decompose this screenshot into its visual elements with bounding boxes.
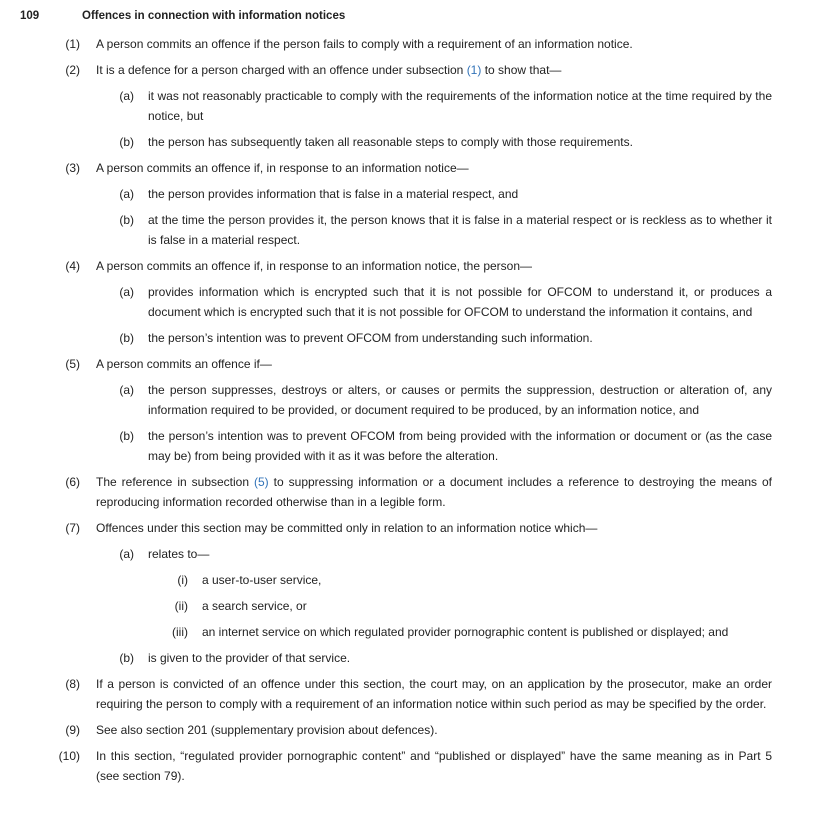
provision-text: the person provides information that is false in a material respect, and — [148, 187, 519, 201]
provision-text: the person’s intention was to prevent OFCOM from understanding such information. — [148, 331, 593, 345]
provision-22-10 — [0, 746, 772, 786]
provision-text: In this section, “regulated provider pornographic content” and “published or displayed” have the same meaning as in Part 5 (see section 79). — [96, 749, 772, 783]
provision-label: (8) — [65, 677, 80, 691]
provision-13-6 — [0, 472, 772, 512]
section-number: 109 — [20, 10, 40, 22]
provision-text: a user-to-user service, — [202, 573, 322, 587]
provision-text: provides information which is encrypted such that it is not possible for OFCOM to understand it, or produces a document which is encrypted such that it is not possible for OFCOM to understand the information it contains, and — [148, 285, 772, 319]
provision-label: (ii) — [174, 599, 188, 613]
provisions-list — [0, 34, 820, 786]
provision-label: (9) — [65, 723, 80, 737]
provision-16-i — [0, 570, 772, 590]
provision-7-4 — [0, 256, 772, 276]
provision-text: If a person is convicted of an offence under this section, the court may, on an application by the prosecutor, make an order requiring the person to comply with a requirement of an information notice within such period as may be specified by the order. — [96, 677, 772, 711]
provision-label: (3) — [65, 161, 80, 175]
provision-5-a — [0, 184, 772, 204]
provision-label: (10) — [58, 749, 80, 763]
provision-label: (b) — [119, 651, 134, 665]
provision-label: (iii) — [172, 625, 188, 639]
provision-text: A person commits an offence if, in response to an information notice— — [96, 161, 469, 175]
provision-label: (a) — [119, 89, 134, 103]
provision-text: It is a defence for a person charged with an offence under subsection (1) to show that— — [96, 63, 562, 77]
provision-text: the person’s intention was to prevent OFCOM from being provided with the information or document or (as the case may be) from being provided with it as it was before the alteration. — [148, 429, 772, 463]
provision-9-b — [0, 328, 772, 348]
provision-3-b — [0, 132, 772, 152]
provision-label: (a) — [119, 285, 134, 299]
section-heading: Offences in connection with information notices — [82, 10, 346, 22]
provision-text: at the time the person provides it, the person knows that it is false in a material respect or is reckless as to whether it is false in a material respect. — [148, 213, 772, 247]
provision-label: (i) — [177, 573, 188, 587]
provision-18-iii — [0, 622, 772, 642]
provision-text: The reference in subsection (5) to suppressing information or a document includes a reference to destroying the means of reproducing information recorded otherwise than in a legible form. — [96, 475, 772, 509]
provision-text: the person has subsequently taken all reasonable steps to comply with those requirements. — [148, 135, 633, 149]
provision-label: (a) — [119, 383, 134, 397]
provision-text: an internet service on which regulated provider pornographic content is published or displayed; and — [202, 625, 729, 639]
provision-text: the person suppresses, destroys or alters, or causes or permits the suppression, destruction or alteration of, any information required to be provided, or document required to be produced, by an information notice, and — [148, 383, 772, 417]
provision-text: a search service, or — [202, 599, 307, 613]
provision-11-a — [0, 380, 772, 420]
provision-label: (b) — [119, 429, 134, 443]
subsection-xref-link[interactable]: (1) — [466, 63, 482, 77]
provision-15-a — [0, 544, 772, 564]
provision-2-a — [0, 86, 772, 126]
provision-0-1 — [0, 34, 772, 54]
provision-label: (1) — [65, 37, 80, 51]
provision-21-9 — [0, 720, 772, 740]
subsection-xref-link[interactable]: (5) — [254, 475, 269, 489]
provision-4-3 — [0, 158, 772, 178]
provision-14-7 — [0, 518, 772, 538]
provision-text: relates to— — [148, 547, 210, 561]
provision-text: See also section 201 (supplementary provision about defences). — [96, 723, 438, 737]
provision-label: (b) — [119, 213, 134, 227]
provision-text: A person commits an offence if— — [96, 357, 272, 371]
provision-6-b — [0, 210, 772, 250]
provision-8-a — [0, 282, 772, 322]
provision-text: Offences under this section may be committed only in relation to an information notice which— — [96, 521, 598, 535]
provision-text: A person commits an offence if, in response to an information notice, the person— — [96, 259, 533, 273]
provision-12-b — [0, 426, 772, 466]
provision-label: (4) — [65, 259, 80, 273]
provision-label: (6) — [65, 475, 80, 489]
provision-label: (5) — [65, 357, 80, 371]
provision-text: is given to the provider of that service. — [148, 651, 351, 665]
provision-text: A person commits an offence if the person fails to comply with a requirement of an information notice. — [96, 37, 633, 51]
provision-10-5 — [0, 354, 772, 374]
provision-1-2 — [0, 60, 772, 80]
provision-label: (b) — [119, 135, 134, 149]
provision-label: (7) — [65, 521, 80, 535]
provision-17-ii — [0, 596, 772, 616]
provision-label: (a) — [119, 547, 134, 561]
provision-19-b — [0, 648, 772, 668]
provision-20-8 — [0, 674, 772, 714]
provision-label: (2) — [65, 63, 80, 77]
section-header — [0, 0, 820, 25]
provision-text: it was not reasonably practicable to comply with the requirements of the information notice at the time required by the notice, but — [148, 89, 772, 123]
provision-label: (a) — [119, 187, 134, 201]
provision-label: (b) — [119, 331, 134, 345]
